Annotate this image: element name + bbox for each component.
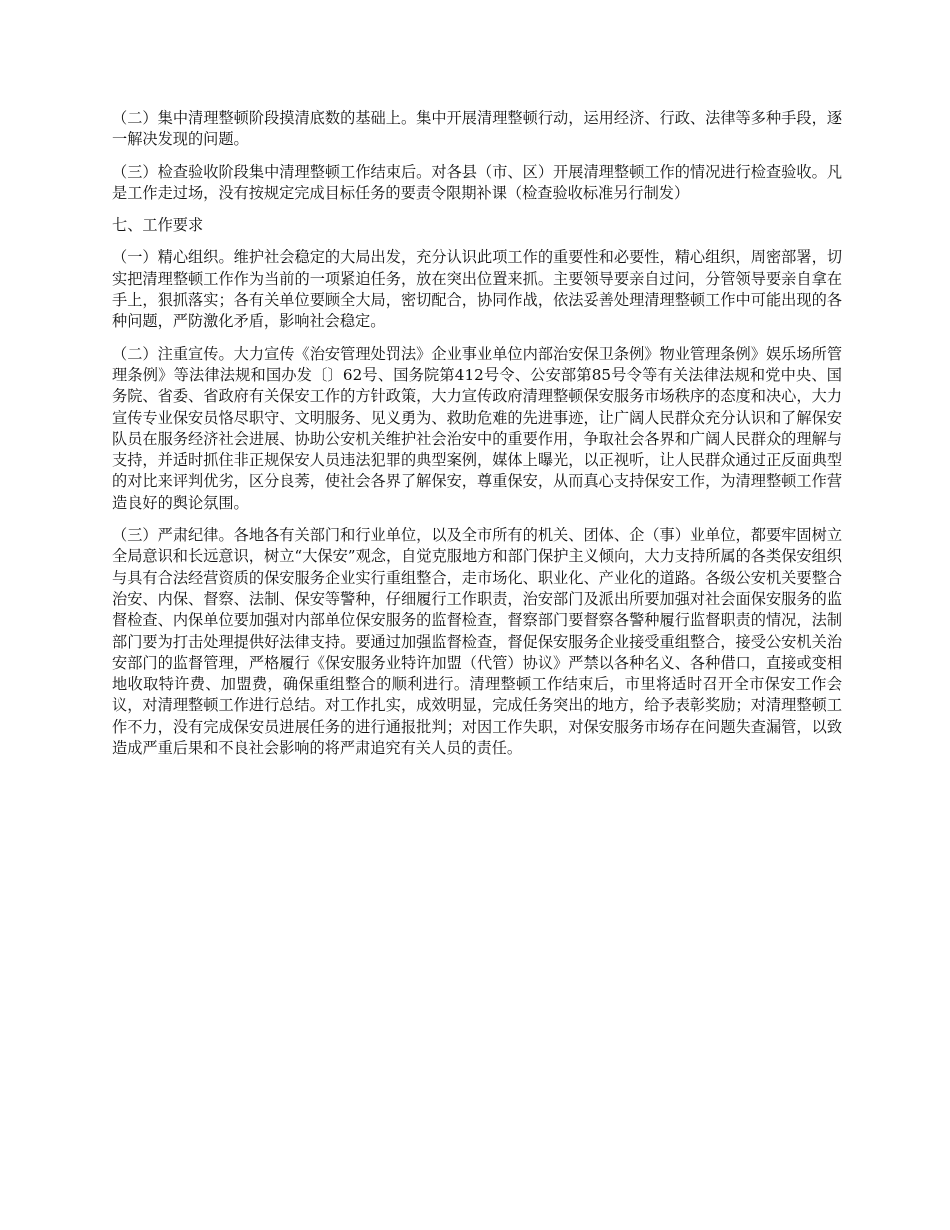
paragraph-stage-two: （二）集中清理整顿阶段摸清底数的基础上。集中开展清理整顿行动，运用经济、行政、法律等多种手段，逐一解决发现的问题。 <box>112 109 842 149</box>
document-body <box>112 108 842 770</box>
paragraph-careful-organization: （一）精心组织。维护社会稳定的大局出发，充分认识此项工作的重要性和必要性，精心组织，周密部署，切实把清理整顿工作作为当前的一项紧迫任务，放在突出位置来抓。主要领导要亲自过问，分管领导要亲自拿在手上，狠抓落实；各有关单位要顾全大局，密切配合，协同作战，依法妥善处理清理整顿工作中可能出现的各种问题，严防激化矛盾，影响社会稳定。 <box>112 248 842 331</box>
section-heading-work-requirements: 七、工作要求 <box>112 216 204 235</box>
paragraph-stage-three: （三）检查验收阶段集中清理整顿工作结束后。对各县（市、区）开展清理整顿工作的情况进行检查验收。凡是工作走过场，没有按规定完成目标任务的要责令限期补课（检查验收标准另行制发） <box>112 162 842 202</box>
paragraph-publicity: （二）注重宣传。大力宣传《治安管理处罚法》企业事业单位内部治安保卫条例》物业管理条例》娱乐场所管理条例》等法律法规和国办发〔〕62号、国务院第412号令、公安部第85号令等有关法律法规和党中央、国务院、省委、省政府有关保安工作的方针政策，大力宣传政府清理整顿保安服务市场秩序的态度和决心，大力宣传专业保安员恪尽职守、文明服务、见义勇为、救助危难的先进事迹，让广阔人民群众充分认识和了解保安队员在服务经济社会进展、协助公安机关维护社会治安中的重要作用，争取社会各界和广阔人民群众的理解与支持，并适时抓住非正规保安人员违法犯罪的典型案例，媒体上曝光，以正视听，让人民群众通过正反面典型的对比来评判优劣，区分良莠，使社会各界了解保安，尊重保安，从而真心支持保安工作，为清理整顿工作营造良好的舆论氛围。 <box>112 344 842 512</box>
paragraph-discipline: （三）严肃纪律。各地各有关部门和行业单位，以及全市所有的机关、团体、企（事）业单位，都要牢固树立全局意识和长远意识，树立“大保安”观念，自觉克服地方和部门保护主义倾向，大力支持所属的各类保安组织与具有合法经营资质的保安服务企业实行重组整合，走市场化、职业化、产业化的道路。各级公安机关要整合治安、内保、督察、法制、保安等警种，仔细履行工作职责，治安部门及派出所要加强对社会面保安服务的监督检查、内保单位要加强对内部单位保安服务的监督检查，督察部门要督察各警种履行监督职责的情况，法制部门要为打击处理提供好法律支持。要通过加强监督检查，督促保安服务企业接受重组整合，接受公安机关治安部门的监督管理，严格履行《保安服务业特许加盟（代管）协议》严禁以各种名义、各种借口，直接或变相地收取特许费、加盟费，确保重组整合的顺利进行。清理整顿工作结束后，市里将适时召开全市保安工作会议，对清理整顿工作进行总结。对工作扎实，成效明显，完成任务突出的地方，给予表彰奖励；对清理整顿工作不力，没有完成保安员进展任务的进行通报批判；对因工作失职，对保安服务市场存在问题失查漏管，以致造成严重后果和不良社会影响的将严肃追究有关人员的责任。 <box>112 526 842 758</box>
